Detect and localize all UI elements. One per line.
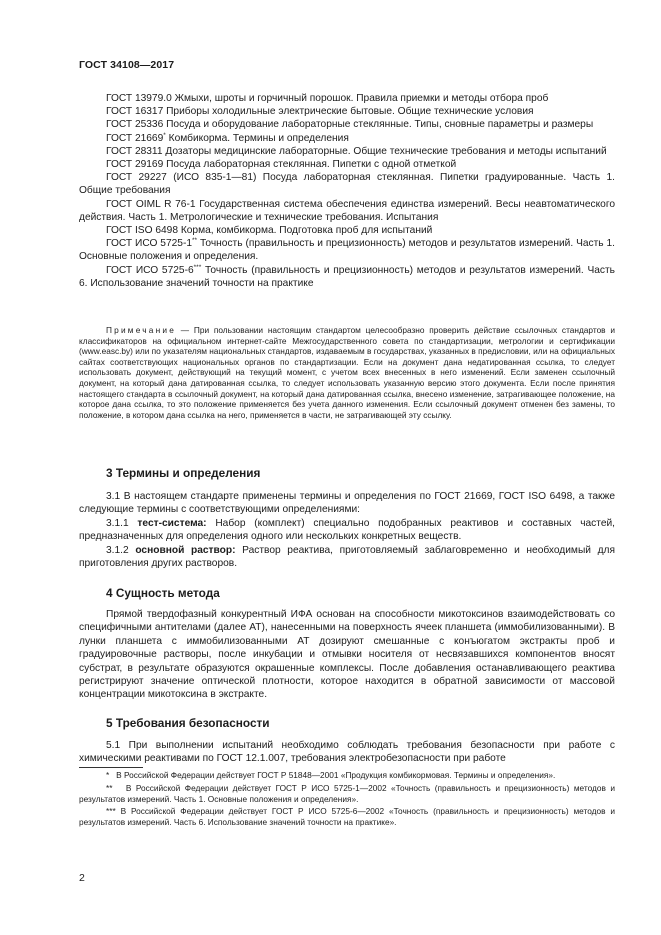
term-definition: 3.1.1 тест-система: Набор (комплект) специально подобранных реактивов и составных частей, предназначенных для определения одного или нескольких конкретных веществ. [79,517,615,543]
footnote-divider [79,767,143,768]
reference-item: ГОСТ ИСО 5725-6*** Точность (правильность и прецизионность) методов и результатов измерений. Часть 6. Использование значений точности на практике [79,263,615,289]
footnote: * В Российской Федерации действует ГОСТ Р 51848—2001 «Продукция комбикормовая. Термины и определения». [106,770,556,780]
section-5-title: 5 Требования безопасности [106,716,270,730]
footnotes [79,770,615,830]
section-3-body [79,490,615,570]
reference-item: ГОСТ 25336 Посуда и оборудование лабораторные стеклянные. Типы, сновные параметры и размеры [106,119,594,131]
reference-item: ГОСТ ИСО 5725-1** Точность (правильность и прецизионность) методов и результатов измерений. Часть 1. Основные положения и определения. [79,237,615,263]
note-label: Примечание [106,325,177,335]
footnote-ref: *** [193,263,202,271]
reference-item: ГОСТ 13979.0 Жмыхи, шроты и горчичный порошок. Правила приемки и методы отбора проб [106,93,549,104]
term-definition: 3.1.2 основной раствор: Раствор реактива, приготовляемый заблаговременно и необходимый для приготовления других растворов. [79,544,615,570]
footnote-ref: * [163,131,166,139]
reference-item: ГОСТ 29169 Посуда лабораторная стеклянная. Пипетки с одной отметкой [106,159,457,171]
section-5-body [79,739,615,766]
reference-item: ГОСТ 28311 Дозаторы медицинские лабораторные. Общие технические требования и методы испытаний [106,145,607,157]
reference-item: ГОСТ 29227 (ИСО 835-1—81) Посуда лабораторная стеклянная. Пипетки градуированные. Часть 1. Общие требования [79,172,615,197]
footnote: ** В Российской Федерации действует ГОСТ Р ИСО 5725-1—2002 «Точность (правильность и прецизионность) методов и результатов измерений. Часть 1. Основные положения и определения». [79,782,615,804]
paragraph: 5.1 При выполнении испытаний необходимо соблюдать требования безопасности при работе с химическими реактивами по ГОСТ 12.1.007, требования электробезопасности при работе [79,740,615,765]
note-paragraph: Примечание — При пользовании настоящим стандартом целесообразно проверить действие ссылочных стандартов и классификаторов на официальном интернет-сайте Межгосударственного совета по стандартизации, метрологии и сертификации (www.easc.by) или по указателям национальных стандартов, издаваемым в государствах, указанных в предисловии, или на официальных сайтах соответствующих национальных органов по стандартизации. Если на документ дана недатированная ссылка, то следует использовать документ, действующий на текущий момент, с учетом всех внесенных в него изменений. Если заменен ссылочный документ, на который дана датированная ссылка, то следует использовать указанную версию этого документа. Если после принятия настоящего стандарта в ссылочный документ, на который дана датированная ссылка, внесено изменение, затрагивающее положение, на которое дана ссылка, то это положение применяется без учета данного изменения. Если ссылочный документ отменен без замены, то положение, в котором дана ссылка на него, применяется в части, не затрагивающей эту ссылку. [79,325,615,420]
document-header: ГОСТ 34108—2017 [79,59,175,71]
reference-item: ГОСТ OIML R 76-1 Государственная система обеспечения единства измерений. Весы неавтоматического действия. Часть 1. Метрологические и технические требования. Испытания [79,198,615,223]
normative-references [79,92,615,290]
reference-item: ГОСТ 16317 Приборы холодильные электрические бытовые. Общие технические условия [106,106,534,118]
reference-item: ГОСТ ISO 6498 Корма, комбикорма. Подготовка проб для испытаний [106,225,433,237]
reference-item: ГОСТ 21669* Комбикорма. Термины и определения [106,131,349,144]
section-4-body [79,608,615,702]
section-3-title: 3 Термины и определения [106,466,261,480]
paragraph: 3.1 В настоящем стандарте применены термины и определения по ГОСТ 21669, ГОСТ ISO 6498, а также следующие термины с соответствующими определениями: [79,491,615,516]
term: основной раствор: [135,544,236,556]
paragraph: Прямой твердофазный конкурентный ИФА основан на способности микотоксинов взаимодействовать со специфичными антителами (далее АТ), нанесенными на поверхность ячеек планшета (иммобилизованными). В лунки планшета с иммобилизованными АТ дозируют смешанные с конъюгатом экстракты проб и градуировочные растворы, после инкубации и отмывки носителя от несвязавшихся компонентов вносят субстрат, в результате образуются окрашенные комплексы. После добавления останавливающего реактива регистрируют значение оптической плотности, которое находится в обратной зависимости от массовой концентрации микотоксина в экстракте. [79,609,615,701]
page-number: 2 [79,872,85,884]
footnote: *** В Российской Федерации действует ГОСТ Р ИСО 5725-6—2002 «Точность (правильность и прецизионность) методов и результатов измерений. Часть 6. Использование значений точности на практике». [79,806,615,828]
section-4-title: 4 Сущность метода [106,586,220,600]
term: тест-система: [137,517,207,529]
footnote-ref: ** [192,237,198,245]
